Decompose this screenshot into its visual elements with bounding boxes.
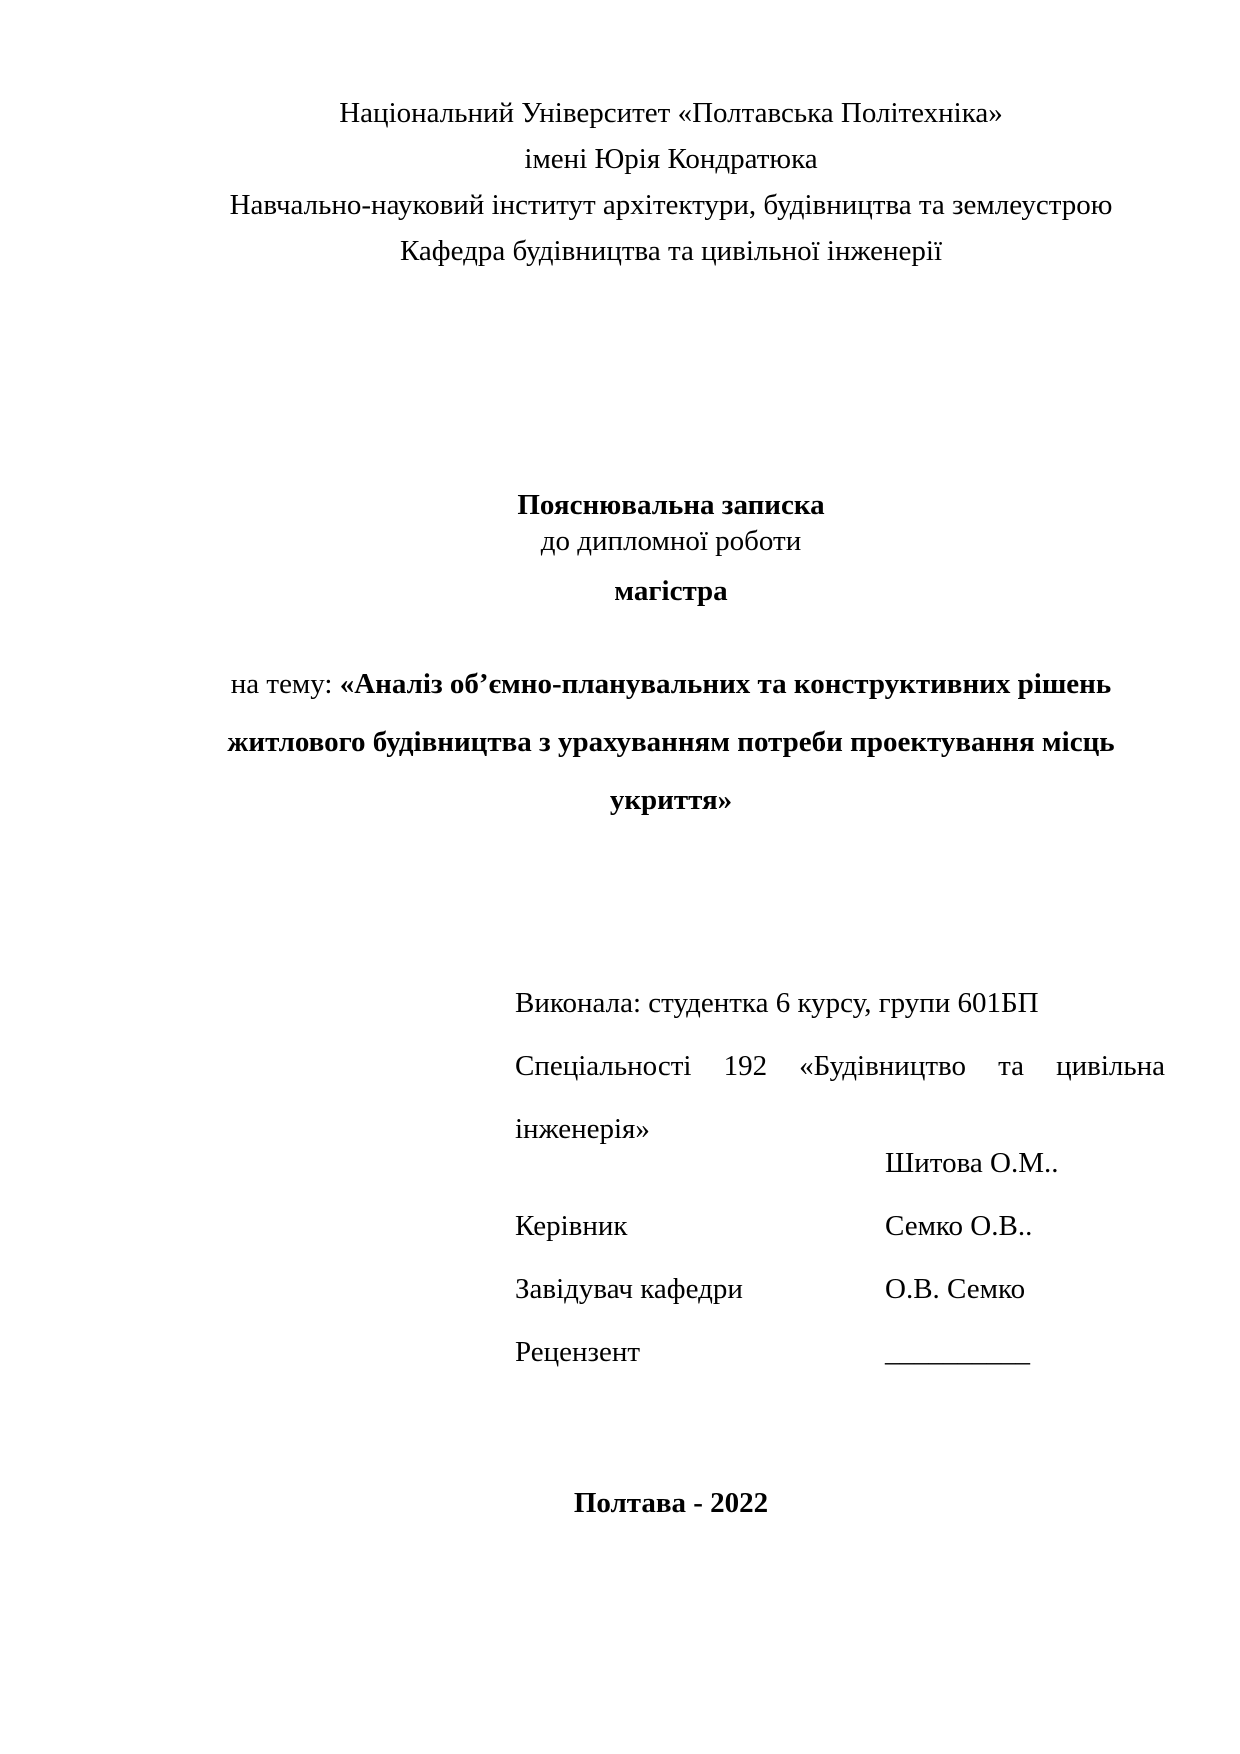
signature-row-author (515, 1132, 1165, 1195)
document-subtitle: до дипломної роботи (540, 525, 802, 557)
degree-level: магістра (614, 575, 728, 607)
thesis-topic-line-2: житлового будівництва з урахуванням потреби проектування місць (227, 726, 1115, 758)
document-title: Пояснювальна записка (517, 489, 825, 521)
signatures-block (515, 1132, 1165, 1384)
author-info-line-3: інженерія» (515, 1113, 650, 1145)
thesis-topic-block (177, 655, 1165, 829)
department-line: Кафедра будівництва та цивільної інженерії (399, 235, 943, 267)
signature-value-supervisor: Семко О.В.. (885, 1210, 1033, 1242)
institute-line: Навчально-науковий інститут архітектури, будівництва та землеустрою (229, 189, 1113, 221)
signature-label-supervisor: Керівник (515, 1210, 628, 1242)
signature-value-author: Шитова О.М.. (885, 1147, 1059, 1179)
footer (177, 1480, 1165, 1526)
signature-value-head-of-department: О.В. Семко (885, 1273, 1026, 1305)
university-name-line: Національний Університет «Полтавська Політехніка» (339, 97, 1003, 129)
thesis-topic-text-1: «Аналіз об’ємно-планувальних та конструктивних рішень (339, 668, 1112, 700)
signature-row-head-of-department (515, 1258, 1165, 1321)
header (177, 90, 1165, 274)
signature-row-supervisor (515, 1195, 1165, 1258)
signature-label-reviewer: Рецензент (515, 1336, 641, 1368)
author-info-line-2: Спеціальності 192 «Будівництво та цивільна (515, 1050, 1165, 1082)
signature-row-reviewer (515, 1321, 1165, 1384)
signature-label-head-of-department: Завідувач кафедри (515, 1273, 743, 1305)
university-patron-line: імені Юрія Кондратюка (524, 143, 818, 175)
thesis-topic-line-3: укриття» (609, 784, 733, 816)
signature-value-reviewer: __________ (885, 1336, 1030, 1368)
thesis-topic-prefix: на тему: (230, 668, 340, 700)
city-year: Полтава - 2022 (573, 1487, 769, 1519)
document-title-block (177, 487, 1165, 609)
signature-label-author (515, 1132, 885, 1195)
author-info-line-1: Виконала: студентка 6 курсу, групи 601БП (515, 987, 1039, 1019)
thesis-topic-line-1 (177, 655, 1165, 713)
